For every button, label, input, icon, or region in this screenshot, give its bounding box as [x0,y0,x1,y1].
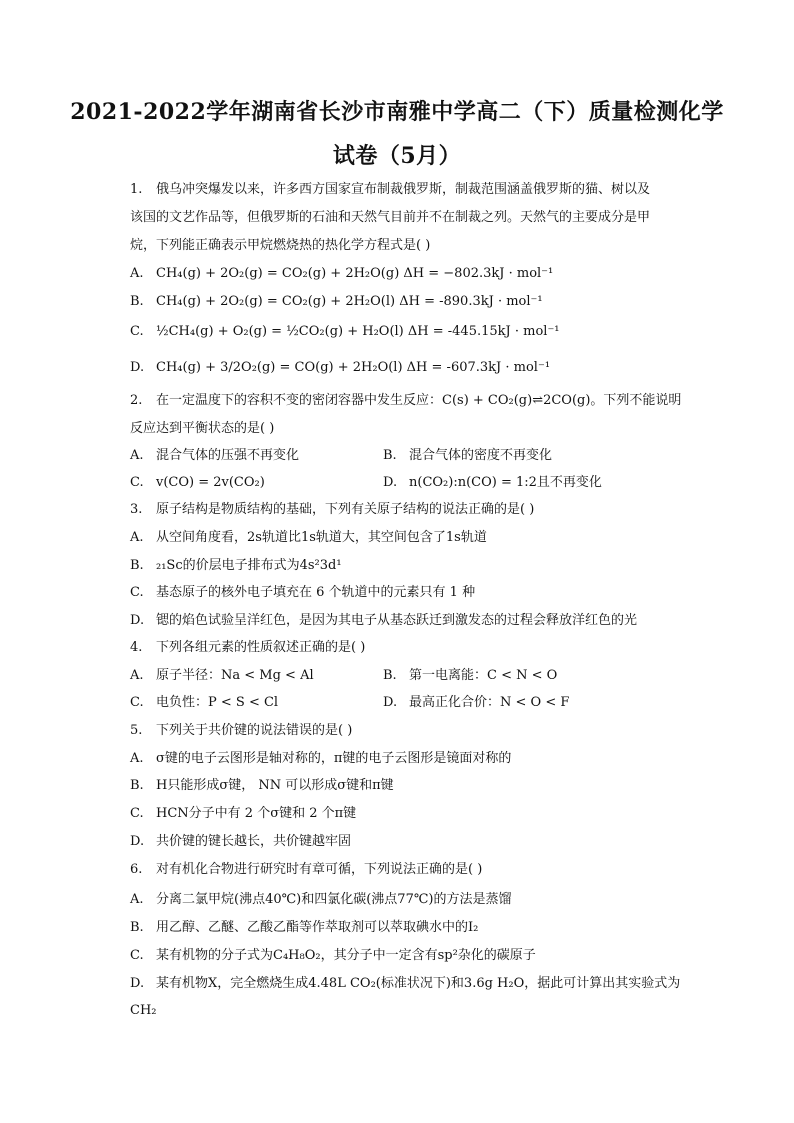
question-5-option-a[interactable]: A. σ键的电子云图形是轴对称的，π键的电子云图形是镜面对称的 [130,751,512,766]
question-2-option-c[interactable]: C. v(CO) = 2v(CO₂) [130,475,265,490]
question-number: 4. [130,640,143,655]
question-5-stem: 5. 下列关于共价键的说法错误的是( ) [130,721,352,741]
exam-title-line1: 2021-2022学年湖南省长沙市南雅中学高二（下）质量检测化学 [70,99,724,125]
question-1-option-b[interactable]: B. CH₄(g) + 2O₂(g) = CO₂(g) + 2H₂O(l) ΔH = -890.3kJ · mol⁻¹ [130,294,543,309]
question-5-option-b[interactable]: B. H只能形成σ键， NN 可以形成σ键和π键 [130,778,394,793]
question-4-stem: 4. 下列各组元素的性质叙述正确的是( ) [130,638,365,658]
question-1-option-a[interactable]: A. CH₄(g) + 2O₂(g) = CO₂(g) + 2H₂O(g) ΔH = −802.3kJ · mol⁻¹ [130,266,554,281]
question-number: 1. [130,182,143,197]
question-3-option-c[interactable]: C. 基态原子的核外电子填充在 6 个轨道中的元素只有 1 种 [130,585,476,600]
question-6-option-c[interactable]: C. 某有机物的分子式为C₄H₈O₂，其分子中一定含有sp²杂化的碳原子 [130,948,536,963]
question-1-stem-line1: 1. 俄乌冲突爆发以来，许多西方国家宣布制裁俄罗斯，制裁范围涵盖俄罗斯的猫、树以及 [130,180,650,200]
question-3-option-b[interactable]: B. ₂₁Sc的价层电子排布式为4s²3d¹ [130,558,342,573]
question-6-option-d-continued: CH₂ [130,1003,157,1018]
question-3-option-d[interactable]: D. 锶的焰色试验呈洋红色，是因为其电子从基态跃迁到激发态的过程会释放洋红色的光 [130,613,638,628]
question-4-option-a[interactable]: A. 原子半径：Na < Mg < Al [130,668,314,683]
question-1-option-d[interactable]: D. CH₄(g) + 3/2O₂(g) = CO(g) + 2H₂O(l) ΔH = -607.3kJ · mol⁻¹ [130,360,551,375]
question-6-option-b[interactable]: B. 用乙醇、乙醚、乙酸乙酯等作萃取剂可以萃取碘水中的I₂ [130,920,479,935]
question-6-option-a[interactable]: A. 分离二氯甲烷(沸点40℃)和四氯化碳(沸点77℃)的方法是蒸馏 [130,892,512,907]
question-4-option-d[interactable]: D. 最高正化合价：N < O < F [383,695,570,710]
exam-title-line2: 试卷（5月） [332,143,462,169]
question-number: 2. [130,393,143,408]
question-6-stem: 6. 对有机化合物进行研究时有章可循，下列说法正确的是( ) [130,860,482,880]
question-5-option-c[interactable]: C. HCN分子中有 2 个σ键和 2 个π键 [130,806,357,821]
question-number: 3. [130,502,143,517]
question-6-option-d[interactable]: D. 某有机物X，完全燃烧生成4.48L CO₂(标准状况下)和3.6g H₂O，据此可计算出其实验式为 [130,976,681,991]
question-number: 5. [130,723,143,738]
question-1-option-c[interactable]: C. ½CH₄(g) + O₂(g) = ½CO₂(g) + H₂O(l) ΔH = -445.15kJ · mol⁻¹ [130,324,560,339]
question-2-stem-line2: 反应达到平衡状态的是( ) [130,421,275,436]
question-3-stem: 3. 原子结构是物质结构的基础，下列有关原子结构的说法正确的是( ) [130,500,534,520]
question-number: 6. [130,862,143,877]
question-5-option-d[interactable]: D. 共价键的键长越长，共价键越牢固 [130,834,352,849]
question-1-stem-line3: 烷，下列能正确表示甲烷燃烧热的热化学方程式是( ) [130,238,431,253]
question-4-option-c[interactable]: C. 电负性：P < S < Cl [130,695,279,710]
question-2-option-b[interactable]: B. 混合气体的密度不再变化 [383,448,553,463]
question-2-option-d[interactable]: D. n(CO₂):n(CO) = 1:2且不再变化 [383,475,602,490]
question-4-option-b[interactable]: B. 第一电离能：C < N < O [383,668,558,683]
question-2-option-a[interactable]: A. 混合气体的压强不再变化 [130,448,300,463]
question-1-stem-line2: 该国的文艺作品等，但俄罗斯的石油和天然气目前并不在制裁之列。天然气的主要成分是甲 [130,210,651,225]
question-2-stem-line1: 2. 在一定温度下的容积不变的密闭容器中发生反应：C(s) + CO₂(g)⇌2CO(g)。下列不能说明 [130,391,681,411]
question-3-option-a[interactable]: A. 从空间角度看，2s轨道比1s轨道大，其空间包含了1s轨道 [130,530,487,545]
